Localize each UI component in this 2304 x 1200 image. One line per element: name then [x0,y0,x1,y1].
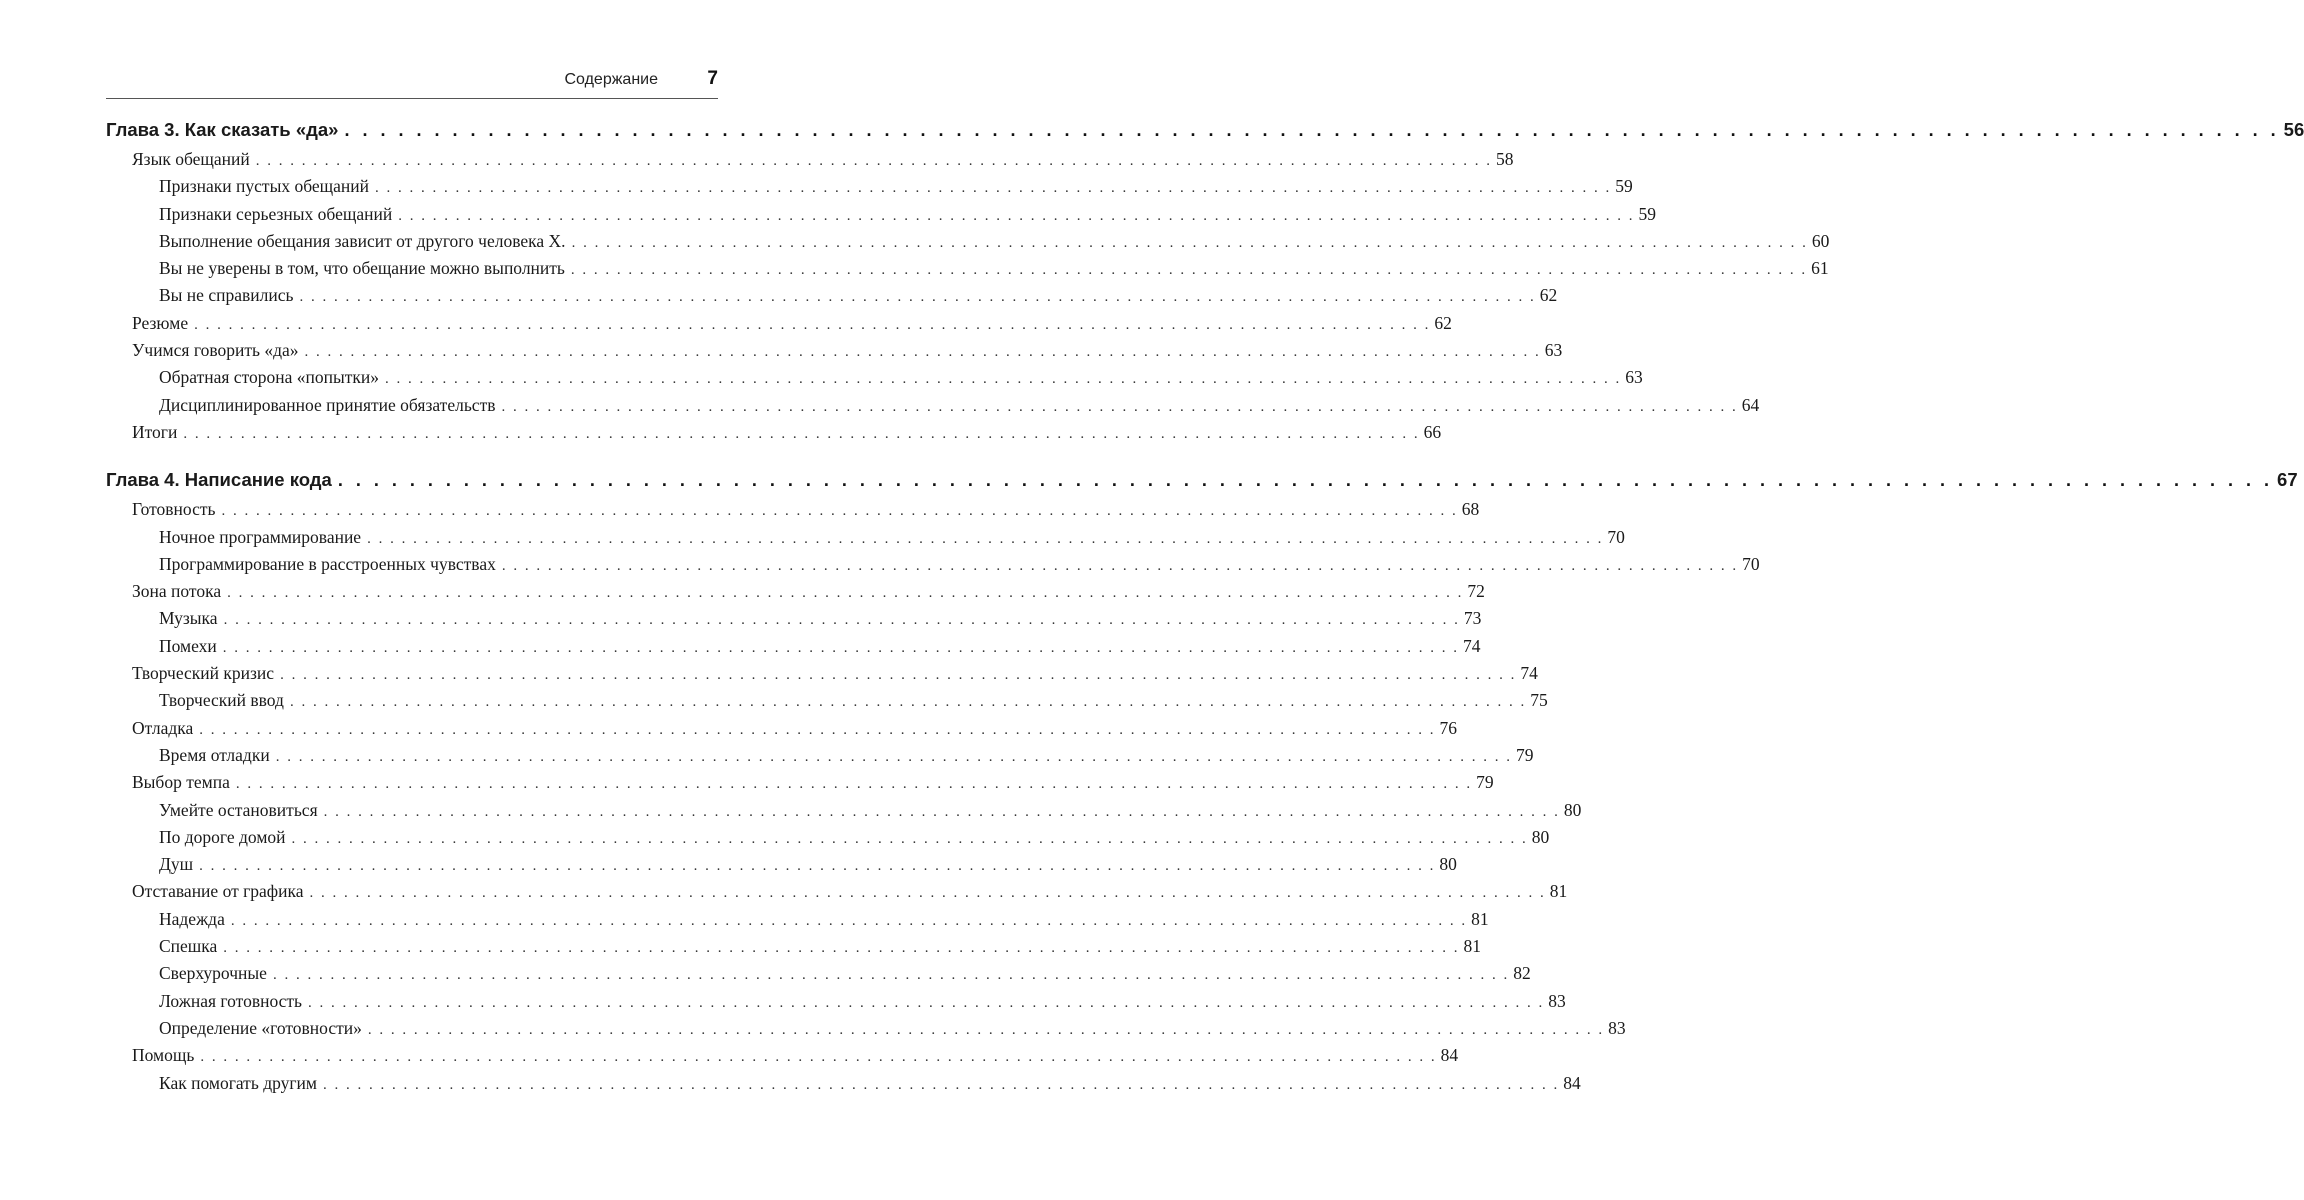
entry-title: Выбор темпа [132,772,230,793]
entry-page-number: 59 [1638,203,1656,224]
dot-leader: . . . . . . . . . . . . . . . . . . . . . . . . . . . . . . . . . . . . . . . . . . . . . . . . . . . . . . . . . . . . . . . . . . . . . . . . . . . . . . . . . . . . . . . . . . . . . . . . . . . . . . . . . . . . [398,207,1635,224]
dot-leader: . . . . . . . . . . . . . . . . . . . . . . . . . . . . . . . . . . . . . . . . . . . . . . . . . . . . . . . . . . . . . . . . . . . . . . . . . . . . . . . . . . . . . . . . . . . . . . . . . . . . . . . . . . . . [235,776,1473,793]
entry-title: Ложная готовность [159,990,303,1011]
entry-page-number: 81 [1549,881,1568,902]
entry-title: Помощь [132,1045,195,1066]
entry-page-number: 80 [1563,799,1582,820]
dot-leader: . . . . . . . . . . . . . . . . . . . . . . . . . . . . . . . . . . . . . . . . . . . . . . . . . . . . . . . . . . . . . . . . . . . . . . . . . . . . . . . . . . . . . . . . . . . . . . . . . . . . . . . . . . . . [344,120,2280,140]
dot-leader: . . . . . . . . . . . . . . . . . . . . . . . . . . . . . . . . . . . . . . . . . . . . . . . . . . . . . . . . . . . . . . . . . . . . . . . . . . . . . . . . . . . . . . . . . . . . . . . . . . . . . . . . . . . . [570,262,1808,279]
running-header [106,68,718,99]
entry-title: Отставание от графика [132,881,304,902]
dot-leader: . . . . . . . . . . . . . . . . . . . . . . . . . . . . . . . . . . . . . . . . . . . . . . . . . . . . . . . . . . . . . . . . . . . . . . . . . . . . . . . . . . . . . . . . . . . . . . . . . . . . . . . . . . . . [323,803,1560,820]
entry-title: Дисциплинированное принятие обязательств [159,394,496,415]
toc-subsection[interactable] [106,635,1481,663]
entry-title: Вы не уверены в том, что обещание можно выполнить [159,258,565,279]
entry-title: Учимся говорить «да» [132,340,299,361]
entry-title: Творческий кризис [132,663,275,684]
toc-section[interactable] [106,663,1538,690]
entry-page-number: 70 [1742,553,1760,574]
toc-subsection[interactable] [106,203,1656,231]
entry-title: Спешка [159,936,218,957]
entry-title: Готовность [132,499,216,520]
dot-leader: . . . . . . . . . . . . . . . . . . . . . . . . . . . . . . . . . . . . . . . . . . . . . . . . . . . . . . . . . . . . . . . . . . . . . . . . . . . . . . . . . . . . . . . . . . . . . . . . . . . . . . . . . . . . [367,530,1604,547]
entry-title: Надежда [159,908,225,929]
toc-subsection[interactable] [106,553,1760,581]
toc-subsection[interactable] [106,744,1534,772]
dot-leader: . . . . . . . . . . . . . . . . . . . . . . . . . . . . . . . . . . . . . . . . . . . . . . . . . . . . . . . . . . . . . . . . . . . . . . . . . . . . . . . . . . . . . . . . . . . . . . . . . . . . . . . . . . . . [255,153,1492,169]
entry-page-number: 80 [1531,826,1550,847]
dot-leader: . . . . . . . . . . . . . . . . . . . . . . . . . . . . . . . . . . . . . . . . . . . . . . . . . . . . . . . . . . . . . . . . . . . . . . . . . . . . . . . . . . . . . . . . . . . . . . . . . . . . . . . . . . . . [194,316,1431,333]
chapter-spacer [106,449,718,469]
toc-subsection[interactable] [106,826,1550,854]
entry-page-number: 70 [1607,526,1625,547]
entry-title: Глава 3. Как сказать «да» [106,119,339,140]
entry-title: Выполнение обещания зависит от другого человека X. [159,230,566,251]
toc-subsection[interactable] [106,258,1829,285]
entry-title: Признаки серьезных обещаний [159,203,393,224]
entry-page-number: 63 [1544,340,1563,361]
entry-title: Вы не справились [159,285,294,306]
toc-subsection[interactable] [106,394,1760,422]
dot-leader: . . . . . . . . . . . . . . . . . . . . . . . . . . . . . . . . . . . . . . . . . . . . . . . . . . . . . . . . . . . . . . . . . . . . . . . . . . . . . . . . . . . . . . . . . . . . . . . . . . . . . . . . . . . . [501,557,1739,574]
entry-title: Как помогать другим [159,1072,317,1093]
dot-leader: . . . . . . . . . . . . . . . . . . . . . . . . . . . . . . . . . . . . . . . . . . . . . . . . . . . . . . . . . . . . . . . . . . . . . . . . . . . . . . . . . . . . . . . . . . . . . . . . . . . . . . . . . . . . [222,639,1460,656]
entry-page-number: 83 [1548,990,1566,1011]
entry-title: Сверхурочные [159,963,267,984]
entry-title: Ночное программирование [159,526,362,547]
entry-title: Признаки пустых обещаний [159,176,369,197]
toc-subsection[interactable] [106,608,1482,635]
entry-page-number: 74 [1463,635,1481,656]
entry-page-number: 75 [1530,690,1548,711]
entry-page-number: 59 [1615,176,1633,197]
entry-page-number: 68 [1461,499,1480,520]
entry-title: Время отладки [159,744,270,765]
dot-leader: . . . . . . . . . . . . . . . . . . . . . . . . . . . . . . . . . . . . . . . . . . . . . . . . . . . . . . . . . . . . . . . . . . . . . . . . . . . . . . . . . . . . . . . . . . . . . . . . . . . . . . . . . . . . [385,371,1622,388]
toc-subsection[interactable] [106,230,1830,258]
dot-leader: . . . . . . . . . . . . . . . . . . . . . . . . . . . . . . . . . . . . . . . . . . . . . . . . . . . . . . . . . . . . . . . . . . . . . . . . . . . . . . . . . . . . . . . . . . . . . . . . . . . . . . . . . . . . [183,425,1420,442]
entry-title: Душ [159,854,194,875]
toc-subsection[interactable] [106,990,1566,1018]
entry-title: Музыка [159,608,218,629]
header-page-number: 7 [707,68,718,89]
toc-subsection[interactable] [106,690,1548,717]
toc-subsection[interactable] [106,285,1558,312]
toc-section[interactable] [106,312,1452,340]
chapter-heading[interactable] [106,469,2298,499]
dot-leader: . . . . . . . . . . . . . . . . . . . . . . . . . . . . . . . . . . . . . . . . . . . . . . . . . . . . . . . . . . . . . . . . . . . . . . . . . . . . . . . . . . . . . . . . . . . . . . . . . . . . . . . . . . . . [571,234,1808,251]
toc-section[interactable] [106,499,1480,526]
dot-leader: . . . . . . . . . . . . . . . . . . . . . . . . . . . . . . . . . . . . . . . . . . . . . . . . . . . . . . . . . . . . . . . . . . . . . . . . . . . . . . . . . . . . . . . . . . . . . . . . . . . . . . . . . . . . [275,748,1512,765]
dot-leader: . . . . . . . . . . . . . . . . . . . . . . . . . . . . . . . . . . . . . . . . . . . . . . . . . . . . . . . . . . . . . . . . . . . . . . . . . . . . . . . . . . . . . . . . . . . . . . . . . . . . . . . . . . . . [223,940,1460,957]
toc-section[interactable] [106,1045,1459,1072]
entry-page-number: 81 [1463,936,1482,957]
entry-page-number: 81 [1471,908,1489,929]
dot-leader: . . . . . . . . . . . . . . . . . . . . . . . . . . . . . . . . . . . . . . . . . . . . . . . . . . . . . . . . . . . . . . . . . . . . . . . . . . . . . . . . . . . . . . . . . . . . . . . . . . . . . . . . . . . . [199,721,1436,738]
entry-page-number: 58 [1496,149,1514,169]
table-of-contents [106,119,2304,1100]
entry-page-number: 79 [1515,744,1534,765]
entry-page-number: 67 [2277,469,2298,491]
entry-title: Творческий ввод [159,690,284,711]
entry-page-number: 72 [1467,581,1485,602]
dot-leader: . . . . . . . . . . . . . . . . . . . . . . . . . . . . . . . . . . . . . . . . . . . . . . . . . . . . . . . . . . . . . . . . . . . . . . . . . . . . . . . . . . . . . . . . . . . . . . . . . . . . . . . . . . . . [280,667,1517,684]
dot-leader: . . . . . . . . . . . . . . . . . . . . . . . . . . . . . . . . . . . . . . . . . . . . . . . . . . . . . . . . . . . . . . . . . . . . . . . . . . . . . . . . . . . . . . . . . . . . . . . . . . . . . . . . . . . . [501,398,1738,415]
entry-page-number: 74 [1520,663,1538,684]
dot-leader: . . . . . . . . . . . . . . . . . . . . . . . . . . . . . . . . . . . . . . . . . . . . . . . . . . . . . . . . . . . . . . . . . . . . . . . . . . . . . . . . . . . . . . . . . . . . . . . . . . . . . . . . . . . . [230,912,1468,929]
entry-title: Глава 4. Написание кода [106,469,332,491]
entry-title: Определение «готовности» [159,1017,362,1038]
dot-leader: . . . . . . . . . . . . . . . . . . . . . . . . . . . . . . . . . . . . . . . . . . . . . . . . . . . . . . . . . . . . . . . . . . . . . . . . . . . . . . . . . . . . . . . . . . . . . . . . . . . . . . . . . . . . [200,1049,1437,1066]
entry-title: Программирование в расстроенных чувствах [159,553,496,574]
entry-page-number: 63 [1625,367,1643,388]
entry-title: Зона потока [132,581,222,602]
entry-title: Умейте остановиться [159,799,318,820]
toc-subsection[interactable] [106,908,1489,936]
toc-section[interactable] [106,581,1485,608]
dot-leader: . . . . . . . . . . . . . . . . . . . . . . . . . . . . . . . . . . . . . . . . . . . . . . . . . . . . . . . . . . . . . . . . . . . . . . . . . . . . . . . . . . . . . . . . . . . . . . . . . . . . . . . . . . . . [223,612,1460,629]
toc-subsection[interactable] [106,526,1625,554]
toc-section[interactable] [106,881,1568,908]
toc-subsection[interactable] [106,1017,1626,1045]
entry-page-number: 56 [2283,119,2304,140]
toc-section[interactable] [106,149,1514,176]
dot-leader: . . . . . . . . . . . . . . . . . . . . . . . . . . . . . . . . . . . . . . . . . . . . . . . . . . . . . . . . . . . . . . . . . . . . . . . . . . . . . . . . . . . . . . . . . . . . . . . . . . . . . . . . . . . . [291,830,1528,847]
toc-section[interactable] [106,717,1458,745]
entry-page-number: 79 [1476,772,1494,793]
dot-leader: . . . . . . . . . . . . . . . . . . . . . . . . . . . . . . . . . . . . . . . . . . . . . . . . . . . . . . . . . . . . . . . . . . . . . . . . . . . . . . . . . . . . . . . . . . . . . . . . . . . . . . . . . . . . [289,694,1527,711]
entry-page-number: 62 [1539,285,1558,306]
entry-page-number: 73 [1463,608,1482,629]
entry-page-number: 80 [1439,854,1457,875]
entry-page-number: 84 [1563,1072,1581,1093]
toc-section[interactable] [106,421,1442,449]
dot-leader: . . . . . . . . . . . . . . . . . . . . . . . . . . . . . . . . . . . . . . . . . . . . . . . . . . . . . . . . . . . . . . . . . . . . . . . . . . . . . . . . . . . . . . . . . . . . . . . . . . . . . . . . . . . . [374,180,1612,197]
entry-page-number: 83 [1608,1017,1626,1038]
entry-page-number: 61 [1811,258,1829,279]
toc-subsection[interactable] [106,176,1633,203]
dot-leader: . . . . . . . . . . . . . . . . . . . . . . . . . . . . . . . . . . . . . . . . . . . . . . . . . . . . . . . . . . . . . . . . . . . . . . . . . . . . . . . . . . . . . . . . . . . . . . . . . . . . . . . . . . . . [304,344,1541,361]
entry-title: Обратная сторона «попытки» [159,367,380,388]
entry-title: Резюме [132,312,189,333]
dot-leader: . . . . . . . . . . . . . . . . . . . . . . . . . . . . . . . . . . . . . . . . . . . . . . . . . . . . . . . . . . . . . . . . . . . . . . . . . . . . . . . . . . . . . . . . . . . . . . . . . . . . . . . . . . . . [309,885,1546,902]
toc-section[interactable] [106,772,1494,799]
dot-leader: . . . . . . . . . . . . . . . . . . . . . . . . . . . . . . . . . . . . . . . . . . . . . . . . . . . . . . . . . . . . . . . . . . . . . . . . . . . . . . . . . . . . . . . . . . . . . . . . . . . . . . . . . . . . [322,1076,1560,1093]
toc-subsection[interactable] [106,936,1482,963]
dot-leader: . . . . . . . . . . . . . . . . . . . . . . . . . . . . . . . . . . . . . . . . . . . . . . . . . . . . . . . . . . . . . . . . . . . . . . . . . . . . . . . . . . . . . . . . . . . . . . . . . . . . . . . . . . . . [308,994,1545,1011]
entry-page-number: 62 [1434,312,1452,333]
dot-leader: . . . . . . . . . . . . . . . . . . . . . . . . . . . . . . . . . . . . . . . . . . . . . . . . . . . . . . . . . . . . . . . . . . . . . . . . . . . . . . . . . . . . . . . . . . . . . . . . . . . . . . . . . . . . [337,470,2274,491]
entry-title: Помехи [159,635,217,656]
toc-subsection[interactable] [106,1072,1581,1100]
entry-page-number: 84 [1440,1045,1459,1066]
chapter-heading[interactable] [106,119,2304,149]
entry-page-number: 66 [1423,421,1442,442]
entry-page-number: 60 [1811,230,1830,251]
toc-subsection[interactable] [106,367,1643,394]
entry-title: По дороге домой [159,826,286,847]
entry-title: Итоги [132,421,178,442]
entry-title: Язык обещаний [132,149,250,169]
dot-leader: . . . . . . . . . . . . . . . . . . . . . . . . . . . . . . . . . . . . . . . . . . . . . . . . . . . . . . . . . . . . . . . . . . . . . . . . . . . . . . . . . . . . . . . . . . . . . . . . . . . . . . . . . . . . [299,289,1536,306]
dot-leader: . . . . . . . . . . . . . . . . . . . . . . . . . . . . . . . . . . . . . . . . . . . . . . . . . . . . . . . . . . . . . . . . . . . . . . . . . . . . . . . . . . . . . . . . . . . . . . . . . . . . . . . . . . . . [272,967,1510,984]
toc-subsection[interactable] [106,854,1457,881]
entry-page-number: 82 [1513,963,1531,984]
toc-subsection[interactable] [106,963,1531,990]
entry-page-number: 76 [1439,717,1458,738]
header-section-title: Содержание [564,71,658,88]
dot-leader: . . . . . . . . . . . . . . . . . . . . . . . . . . . . . . . . . . . . . . . . . . . . . . . . . . . . . . . . . . . . . . . . . . . . . . . . . . . . . . . . . . . . . . . . . . . . . . . . . . . . . . . . . . . . [227,585,1464,602]
dot-leader: . . . . . . . . . . . . . . . . . . . . . . . . . . . . . . . . . . . . . . . . . . . . . . . . . . . . . . . . . . . . . . . . . . . . . . . . . . . . . . . . . . . . . . . . . . . . . . . . . . . . . . . . . . . . [221,503,1458,520]
dot-leader: . . . . . . . . . . . . . . . . . . . . . . . . . . . . . . . . . . . . . . . . . . . . . . . . . . . . . . . . . . . . . . . . . . . . . . . . . . . . . . . . . . . . . . . . . . . . . . . . . . . . . . . . . . . . [367,1021,1605,1038]
toc-subsection[interactable] [106,799,1582,827]
dot-leader: . . . . . . . . . . . . . . . . . . . . . . . . . . . . . . . . . . . . . . . . . . . . . . . . . . . . . . . . . . . . . . . . . . . . . . . . . . . . . . . . . . . . . . . . . . . . . . . . . . . . . . . . . . . . [199,858,1436,875]
entry-page-number: 64 [1741,394,1760,415]
toc-section[interactable] [106,340,1563,367]
entry-title: Отладка [132,717,194,738]
